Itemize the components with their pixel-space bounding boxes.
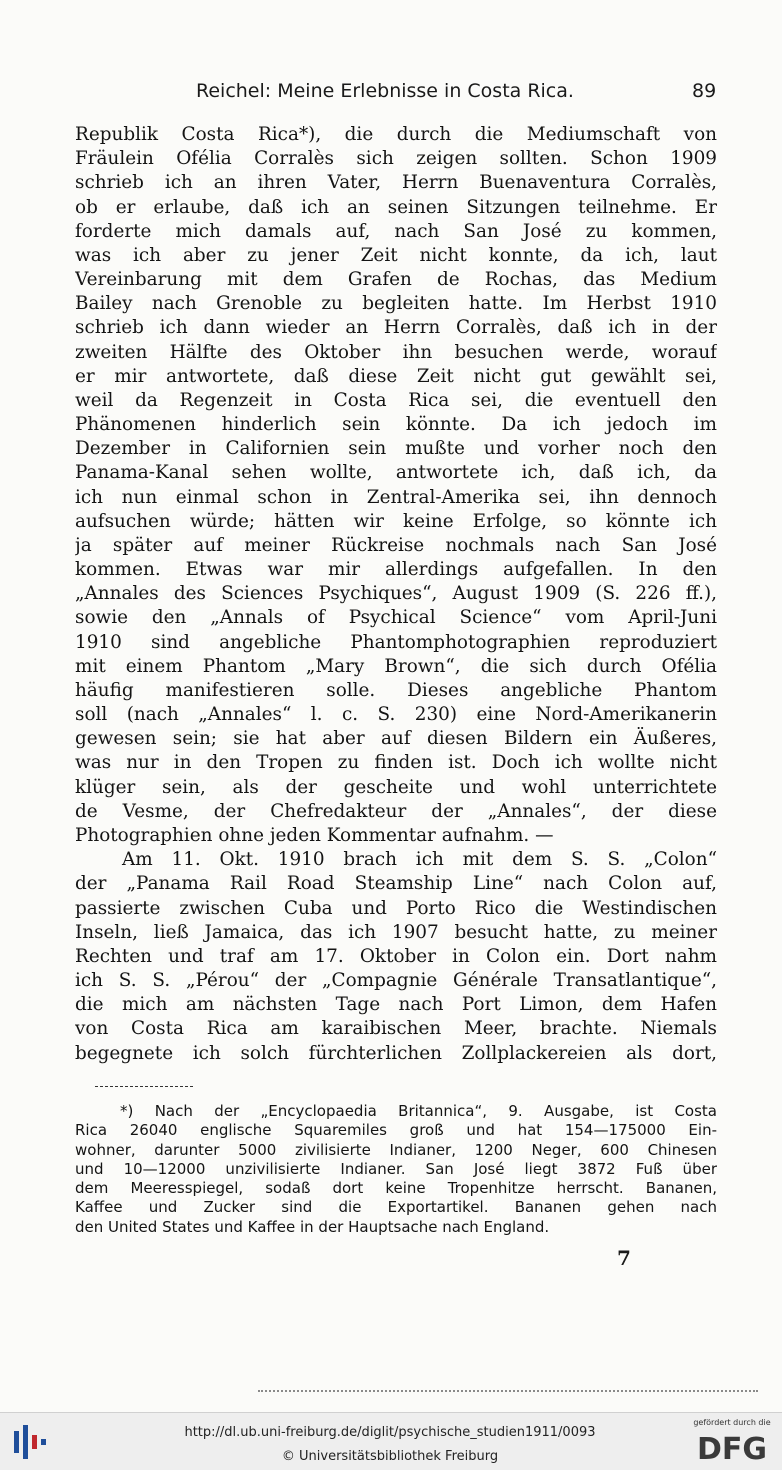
body-line: begegnete ich solch fürchterlichen Zollplackereien als dort, bbox=[75, 1042, 717, 1064]
body-line: „Annales des Sciences Psychiques“, August 1909 (S. 226 ff.), bbox=[75, 583, 717, 605]
body-line: Rechten und traf am 17. Oktober in Colon ein. Dort nahm bbox=[75, 945, 717, 967]
body-line: häufig manifestieren solle. Dieses angebliche Phantom bbox=[75, 679, 717, 701]
body-line: was nur in den Tropen zu finden ist. Doch ich wollte nicht bbox=[75, 752, 717, 774]
body-line: ich nun einmal schon in Zentral-Amerika sei, ihn dennoch bbox=[75, 486, 717, 508]
footnote-line: *) Nach der „Encyclopaedia Britannica“, 9. Ausgabe, ist Costa bbox=[120, 1102, 717, 1120]
running-title: Reichel: Meine Erlebnisse in Costa Rica. bbox=[196, 80, 574, 102]
footnote-separator bbox=[95, 1086, 193, 1087]
body-line: schrieb ich an ihren Vater, Herrn Buenaventura Corralès, bbox=[75, 172, 717, 194]
body-line: Photographien ohne jeden Kommentar aufnahm. — bbox=[75, 824, 554, 846]
body-line: mit einem Phantom „Mary Brown“, die sich durch Ofélia bbox=[75, 655, 717, 677]
body-line: zweiten Hälfte des Oktober ihn besuchen werde, worauf bbox=[75, 341, 717, 363]
dfg-logo-text: DFG bbox=[696, 1432, 768, 1465]
signature-mark: 7 bbox=[617, 1246, 631, 1270]
body-line: klüger sein, als der gescheite und wohl unterrichtete bbox=[75, 776, 717, 798]
body-line: de Vesme, der Chefredakteur der „Annales“, der diese bbox=[75, 800, 717, 822]
body-line: die mich am nächsten Tage nach Port Limon, dem Hafen bbox=[75, 994, 717, 1016]
dfg-logo-icon bbox=[690, 1429, 774, 1465]
body-text bbox=[75, 123, 717, 1066]
body-line: was ich aber zu jener Zeit nicht konnte, da ich, laut bbox=[75, 244, 717, 266]
footnote-line: und 10—12000 unzivilisierte Indianer. San José liegt 3872 Fuß über bbox=[75, 1159, 717, 1178]
body-line: sowie den „Annals of Psychical Science“ vom April-Juni bbox=[75, 607, 717, 629]
body-line: 1910 sind angebliche Phantomphotographien reproduziert bbox=[75, 631, 717, 653]
viewer-footer bbox=[0, 1412, 782, 1470]
body-line: ob er erlaube, daß ich an seinen Sitzungen teilnehme. Er bbox=[75, 196, 717, 218]
body-line: Bailey nach Grenoble zu begleiten hatte. Im Herbst 1910 bbox=[75, 293, 717, 315]
copyright-notice: © Universitätsbibliothek Freiburg bbox=[281, 1449, 499, 1464]
footnote-line: Kaffee und Zucker sind die Exportartikel. Bananen gehen nach bbox=[75, 1198, 717, 1217]
body-line: Republik Costa Rica*), die durch die Mediumschaft von bbox=[75, 124, 717, 145]
body-line: Inseln, ließ Jamaica, das ich 1907 besucht hatte, zu meiner bbox=[75, 921, 717, 943]
body-line: der „Panama Rail Road Steamship Line“ nach Colon auf, bbox=[75, 873, 717, 895]
body-line: Am 11. Okt. 1910 brach ich mit dem S. S. „Colon“ bbox=[122, 849, 717, 871]
scan-artifact bbox=[258, 1390, 758, 1396]
body-line: soll (nach „Annales“ l. c. S. 230) eine Nord-Amerikanerin bbox=[75, 704, 717, 726]
body-line: forderte mich damals auf, nach San José zu kommen, bbox=[75, 220, 717, 242]
university-library-logo-icon bbox=[10, 1421, 50, 1463]
body-line: Dezember in Californien sein mußte und vorher noch den bbox=[75, 438, 717, 460]
body-line: gewesen sein; sie hat aber auf diesen Bildern ein Äußeres, bbox=[75, 728, 717, 750]
body-line: weil da Regenzeit in Costa Rica sei, die eventuell den bbox=[75, 389, 717, 411]
running-header bbox=[0, 78, 782, 108]
footnote-line: den United States und Kaffee in der Hauptsache nach England. bbox=[75, 1217, 550, 1236]
footnote-line: Rica 26040 englische Squaremiles groß und hat 154—175000 Ein- bbox=[75, 1121, 717, 1140]
body-line: schrieb ich dann wieder an Herrn Corralès, daß ich in der bbox=[75, 317, 717, 339]
body-line: passierte zwischen Cuba und Porto Rico die Westindischen bbox=[75, 897, 717, 919]
body-line: Vereinbarung mit dem Grafen de Rochas, das Medium bbox=[75, 269, 717, 291]
body-line: Panama-Kanal sehen wollte, antwortete ich, daß ich, da bbox=[75, 462, 717, 484]
footnote-line: dem Meeresspiegel, sodaß dort keine Tropenhitze herrscht. Bananen, bbox=[75, 1179, 717, 1198]
body-line: er mir antwortete, daß diese Zeit nicht gut gewählt sei, bbox=[75, 365, 717, 387]
body-line: ich S. S. „Pérou“ der „Compagnie Générale Transatlantique“, bbox=[75, 970, 717, 992]
page-number: 89 bbox=[692, 80, 717, 102]
body-line: ja später auf meiner Rückreise nochmals nach San José bbox=[75, 534, 717, 556]
body-line: Fräulein Ofélia Corralès sich zeigen sollten. Schon 1909 bbox=[75, 148, 717, 170]
body-line: kommen. Etwas war mir allerdings aufgefallen. In den bbox=[75, 559, 717, 581]
body-line: aufsuchen würde; hätten wir keine Erfolge, so könnte ich bbox=[75, 510, 717, 532]
dfg-funded-label: gefördert durch die bbox=[693, 1418, 771, 1427]
source-url-link[interactable]: http://dl.ub.uni-freiburg.de/diglit/psychische_studien1911/0093 bbox=[184, 1425, 596, 1440]
body-line: von Costa Rica am karaibischen Meer, brachte. Niemals bbox=[75, 1018, 717, 1040]
footnote-block bbox=[75, 1102, 717, 1237]
body-line: Phänomenen hinderlich sein könnte. Da ich jedoch im bbox=[75, 414, 717, 436]
footnote-line: wohner, darunter 5000 zivilisierte Indianer, 1200 Neger, 600 Chinesen bbox=[75, 1140, 717, 1159]
